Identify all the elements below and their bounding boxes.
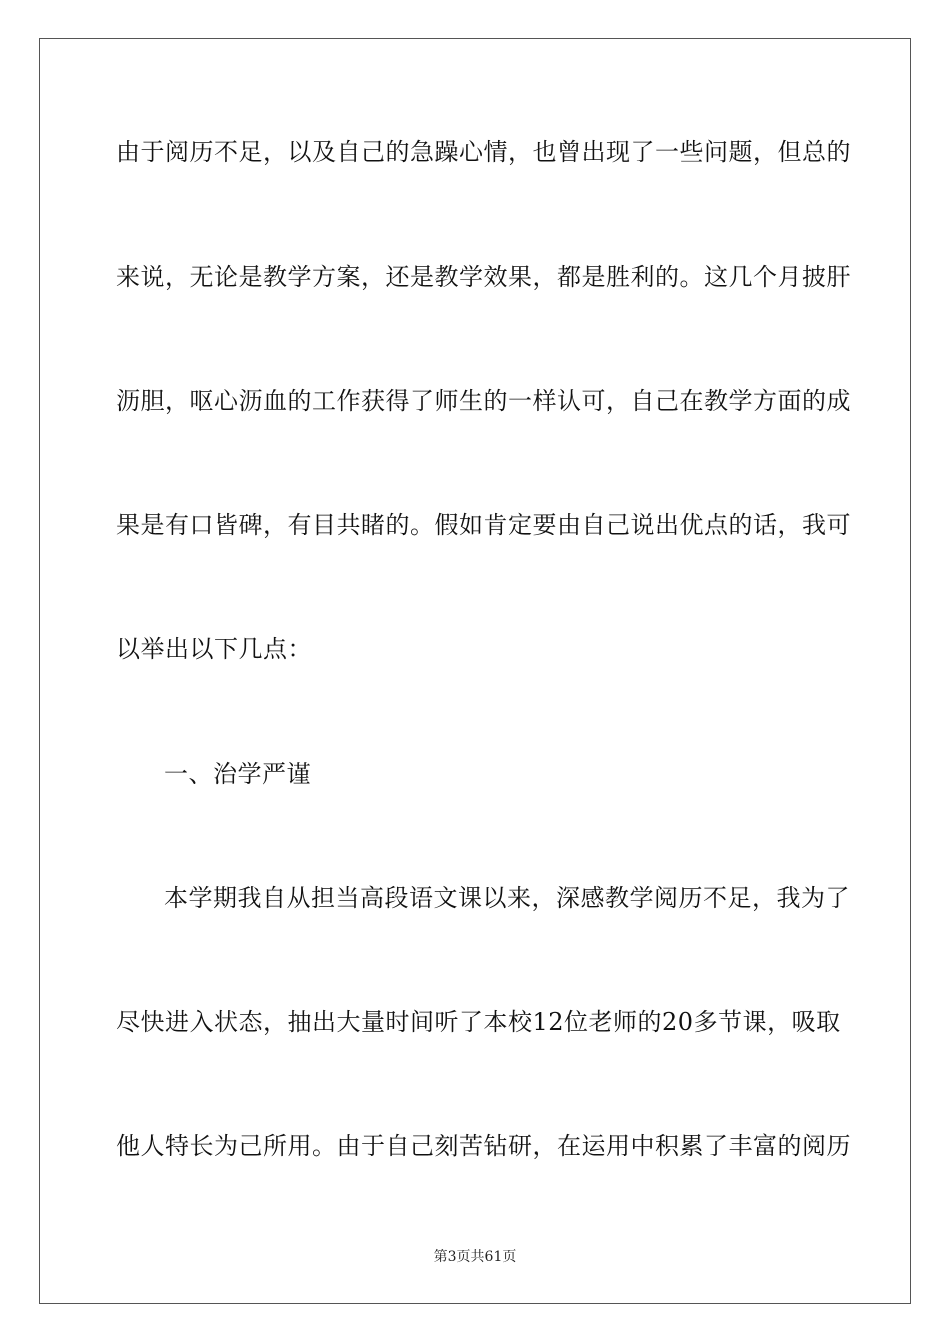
body-line-2: 来说，无论是教学方案，还是教学效果，都是胜利的。这几个月披肝	[116, 263, 851, 291]
page-frame	[39, 38, 911, 1304]
page-total: 共61页	[470, 1249, 517, 1265]
body-line-4: 果是有口皆碑，有目共睹的。假如肯定要由自己说出优点的话，我可	[116, 511, 851, 539]
para2-line-2: 尽快进入状态，抽出大量时间听了本校12位老师的20多节课，吸取	[116, 1008, 841, 1036]
page-footer	[0, 1248, 950, 1266]
page-number: 第3页	[433, 1249, 471, 1265]
body-line-3: 沥胆，呕心沥血的工作获得了师生的一样认可，自己在教学方面的成	[116, 387, 851, 415]
body-line-5: 以举出以下几点：	[116, 635, 312, 663]
body-line-1: 由于阅历不足，以及自己的急躁心情，也曾出现了一些问题，但总的	[116, 138, 851, 166]
para2-line-3: 他人特长为己所用。由于自己刻苦钻研，在运用中积累了丰富的阅历	[116, 1132, 851, 1160]
section-heading: 一、治学严谨	[164, 760, 311, 788]
para2-line-1: 本学期我自从担当高段语文课以来，深感教学阅历不足，我为了	[164, 884, 850, 912]
